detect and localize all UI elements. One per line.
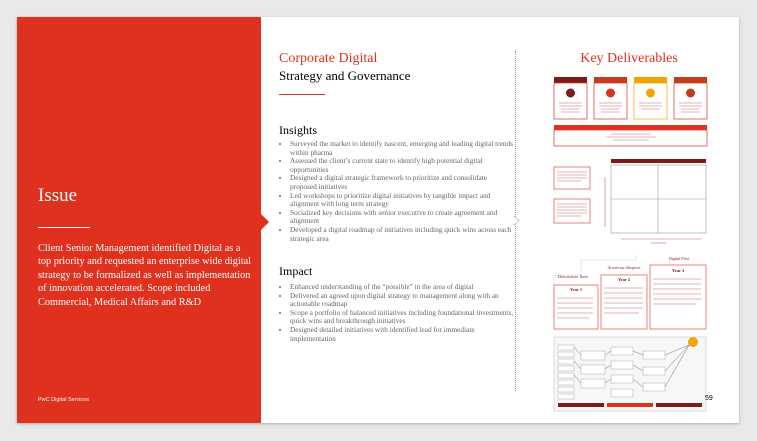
insights-list [279,140,514,243]
deliverables-column [529,17,734,423]
content-column [279,17,519,423]
list-item: • Designed detailed initiatives with identified lead for immediate implementation [290,326,514,343]
title-divider [279,94,325,95]
framework-thumbnail [551,75,711,147]
roadmap-year-1: Year 1 [569,287,583,292]
roadmap-thumbnail [551,255,711,415]
page-number: 59 [705,395,713,402]
issue-divider [38,227,90,228]
list-item: • Led workshops to prioritize digital initiatives by tangible impact and alignment with long term strategy [290,192,514,209]
impact-list [279,283,514,343]
list-item: • Socialized key decisions with senior executive to create agreement and alignment [290,209,514,226]
list-item: • Developed a digital roadmap of initiatives including quick wins across each strategic area [290,226,514,243]
list-item: • Delivered an agreed upon digital strategy to management along with an actionable roadmap [290,292,514,309]
roadmap-year-3: Year 3 [671,268,685,273]
roadmap-stage-3: Digital First [668,256,690,261]
issue-title: Issue [38,185,78,206]
roadmap-stage-1: Demonstrate Value [557,274,589,279]
roadmap-year-2: Year 2 [617,277,631,282]
issue-text: Client Senior Management identified Digital as a top priority and requested an enterprise wide digital strategy to be formalized as well as implementation of innovation accelerated. Scope included Commercial, Medical Affairs and R&D [38,243,252,308]
issue-panel [17,17,261,423]
title-line-1: Corporate Digital [279,51,378,66]
impact-heading: Impact [279,264,313,278]
list-item: • Enhanced understanding of the “possible” in the area of digital [290,283,514,292]
list-item: • Surveyed the market to identify nascent, emerging and leading digital trends within pharma [290,140,514,157]
list-item: • Scope a portfolio of balanced initiatives including foundational investments, quick wins and breakthrough initiatives [290,309,514,326]
list-item: • Designed a digital strategic framework to prioritize and consolidate proposed initiatives [290,174,514,191]
slide [17,17,739,423]
deliverables-title: Key Deliverables [580,51,678,66]
insights-heading: Insights [279,123,318,137]
roadmap-stage-2: Accelerate Adoption [607,265,641,270]
footer-text: PwC Digital Services [38,397,90,403]
list-item: • Assessed the client’s current state to identify high potential digital opportunities [290,157,514,174]
matrix-thumbnail [551,157,711,247]
panel-arrow [261,214,269,230]
title-line-2: Strategy and Governance [279,68,411,83]
